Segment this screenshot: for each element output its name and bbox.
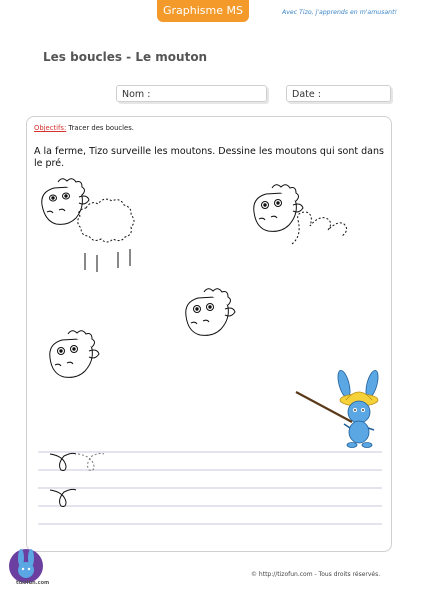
tagline: Avec Tizo, j'apprends en m'amusant! [282, 9, 398, 16]
sheep-loops-drawing [254, 185, 347, 244]
name-label: Nom : [122, 89, 151, 100]
sheep-complete-drawing [42, 179, 134, 272]
loop-models [50, 453, 104, 506]
logo-text: tizofun.com [16, 580, 50, 586]
sheep-head-middle [186, 289, 235, 336]
writing-lines [38, 452, 382, 524]
copyright: © http://tizofun.com - Tous droits réservés. [251, 571, 381, 578]
header-tab: Graphisme MS [157, 0, 249, 22]
objective-key: Objectifs: [34, 124, 67, 132]
tizo-character-illustration [296, 369, 380, 447]
objective-text: Tracer des boucles. [68, 124, 134, 132]
instructions: A la ferme, Tizo surveille les moutons. Dessine les moutons qui sont dans le pré. [34, 146, 384, 169]
date-label: Date : [292, 89, 321, 100]
page-title: Les boucles - Le mouton [43, 50, 208, 64]
sheep-head-lower [50, 331, 99, 378]
